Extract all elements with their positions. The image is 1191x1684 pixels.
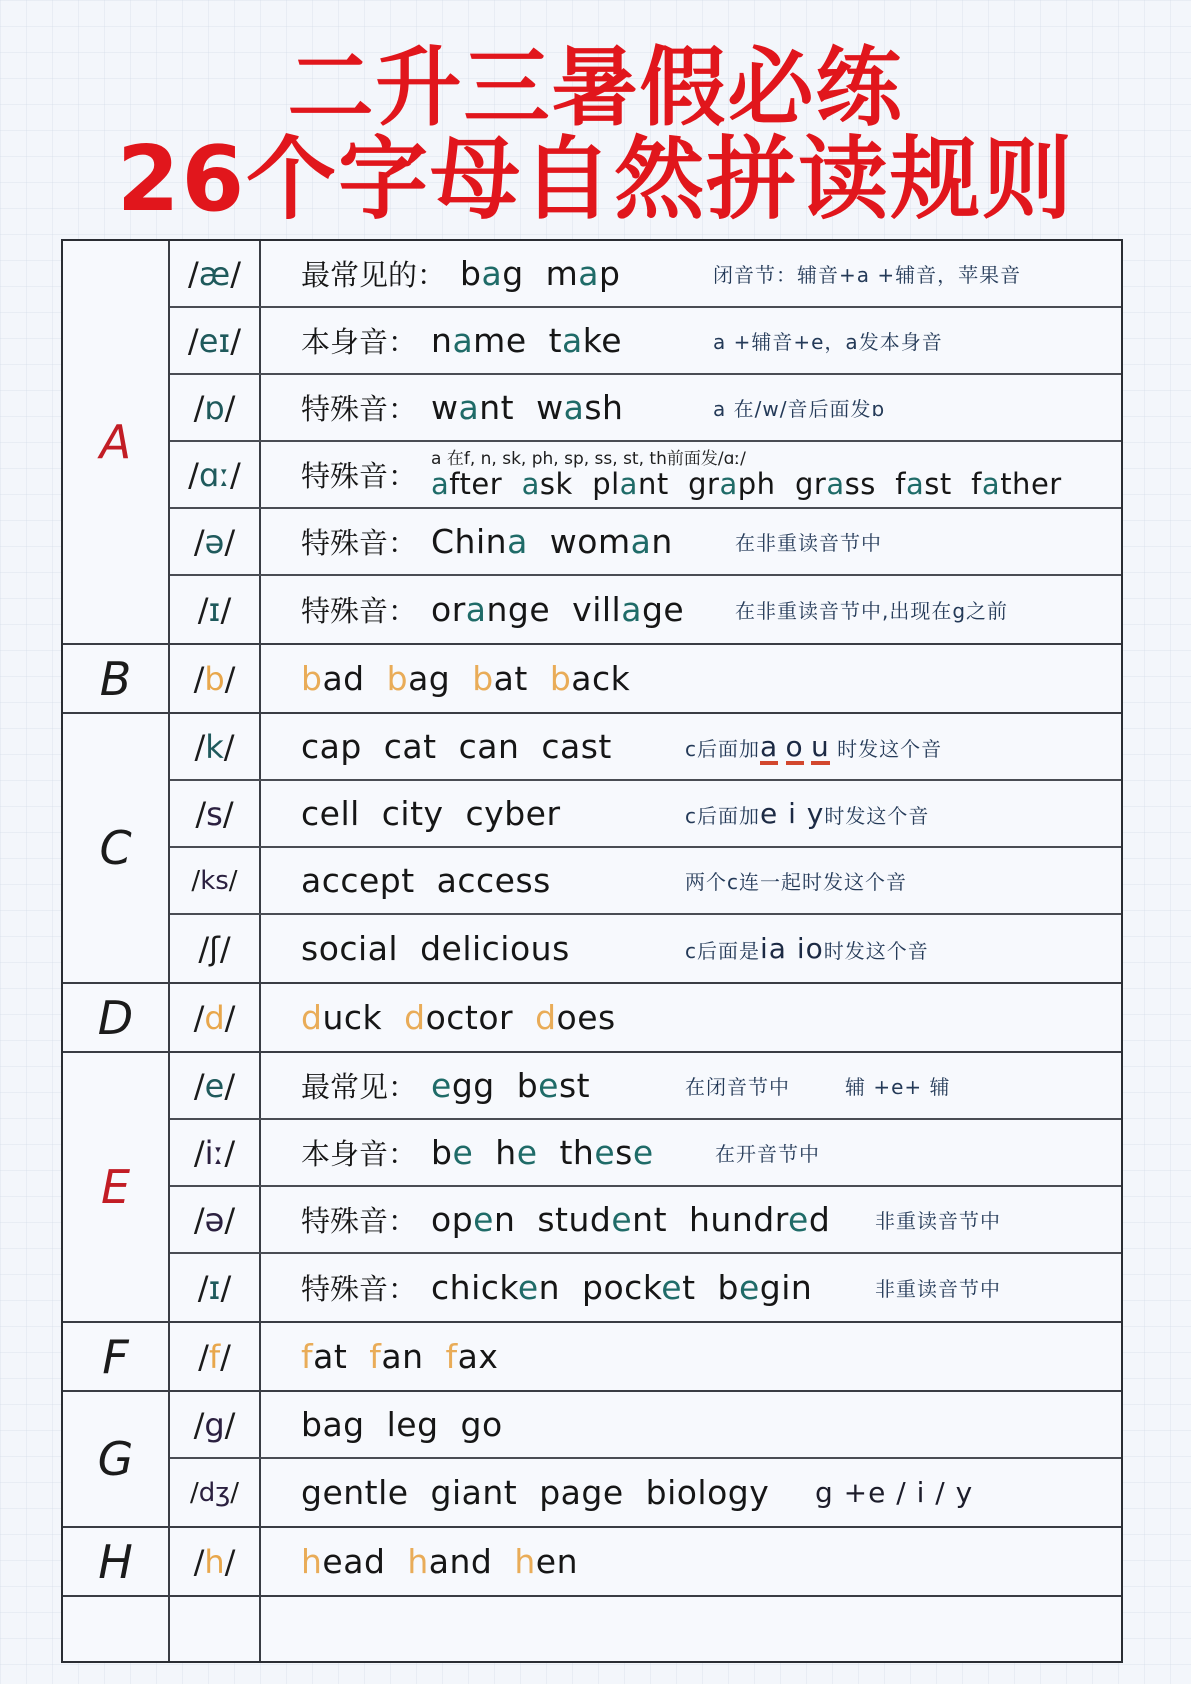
example-words: orange village (431, 590, 685, 629)
table-row (170, 984, 1121, 1051)
table-row (170, 1120, 1121, 1187)
letter-cell: G (63, 1392, 170, 1526)
ipa-cell: / æ / (170, 241, 261, 306)
row-label: 特殊音： (301, 392, 418, 426)
table-row (170, 442, 1121, 509)
table-row (170, 781, 1121, 848)
table-row (170, 241, 1121, 308)
rule-note: a 在f, n, sk, ph, sp, ss, st, th前面发/ɑː/ (431, 448, 746, 469)
table-row (170, 645, 1121, 712)
example-words: open student hundred (431, 1200, 831, 1239)
rule-formula: 辅 +e+ 辅 (845, 1075, 951, 1099)
row-label: 最常见： (301, 1070, 418, 1104)
ipa-cell: / d / (170, 984, 261, 1051)
ipa-cell: / k / (170, 714, 261, 779)
example-words: China woman (431, 522, 673, 561)
rule-note: c后面加e i y时发这个音 (685, 797, 930, 830)
row-label: 特殊音： (301, 459, 418, 493)
table-row (170, 1459, 1121, 1526)
example-words: want wash (431, 388, 624, 427)
row-label: 特殊音： (301, 1272, 418, 1306)
ipa-cell: / g / (170, 1392, 261, 1457)
example-words: name take (431, 321, 623, 360)
ipa-cell: / ks / (170, 848, 261, 913)
ipa-cell: / b / (170, 645, 261, 712)
rule-note: 在开音节中 (715, 1142, 820, 1166)
rule-note: 非重读音节中 (875, 1209, 1001, 1233)
table-row (170, 375, 1121, 442)
ipa-cell: / ɑː / (170, 442, 261, 507)
row-label: 特殊音： (301, 594, 418, 628)
letter-cell: C (63, 714, 170, 982)
example-words: head hand hen (301, 1542, 579, 1581)
ipa-cell: / eɪ / (170, 308, 261, 373)
group-b (63, 645, 1121, 714)
letter-cell: E (63, 1053, 170, 1321)
ipa-cell: / s / (170, 781, 261, 846)
page-title-line1: 二升三暑假必练 (287, 38, 904, 138)
table-row (170, 714, 1121, 781)
table-row (170, 848, 1121, 915)
letter-cell: A (63, 241, 170, 643)
ipa-cell: / ɒ / (170, 375, 261, 440)
table-row (170, 308, 1121, 375)
example-words: accept access (301, 861, 551, 900)
row-label: 本身音： (301, 325, 418, 359)
rule-note: 闭音节：辅音+a +辅音，苹果音 (713, 263, 1022, 287)
rule-note: 两个c连一起时发这个音 (685, 870, 907, 894)
group-c (63, 714, 1121, 984)
row-label: 本身音： (301, 1137, 418, 1171)
table-row (170, 1254, 1121, 1321)
example-words: cap cat can cast (301, 727, 612, 766)
table-row (170, 509, 1121, 576)
phonics-table (61, 239, 1123, 1663)
rule-note: c后面是ia io时发这个音 (685, 932, 929, 965)
table-row (170, 915, 1121, 982)
group-h (63, 1528, 1121, 1597)
example-words: bag map (460, 254, 621, 293)
example-words: egg best (431, 1066, 591, 1105)
letter-cell-empty (63, 1597, 170, 1661)
ipa-cell: / dʒ / (170, 1459, 261, 1526)
rule-note: 在非重读音节中,出现在g之前 (735, 599, 1009, 623)
ipa-cell: / ɪ / (170, 576, 261, 643)
table-row (170, 1323, 1121, 1390)
ipa-cell-empty (170, 1597, 261, 1661)
example-words: chicken pocket begin (431, 1268, 813, 1307)
ipa-cell: / ɪ / (170, 1254, 261, 1321)
ipa-cell: / f / (170, 1323, 261, 1390)
table-row (170, 1187, 1121, 1254)
group-g (63, 1392, 1121, 1528)
group-d (63, 984, 1121, 1053)
rule-note: 非重读音节中 (875, 1277, 1001, 1301)
ipa-cell: / e / (170, 1053, 261, 1118)
example-words: bag leg go (301, 1405, 503, 1444)
empty-row (63, 1597, 1121, 1661)
row-label: 特殊音： (301, 526, 418, 560)
example-words: fat fan fax (301, 1337, 499, 1376)
table-row (170, 576, 1121, 643)
example-words: after ask plant graph grass fast father (431, 466, 1062, 501)
row-label: 最常见的： (301, 258, 447, 292)
ipa-cell: / ʃ / (170, 915, 261, 982)
example-words: social delicious (301, 929, 570, 968)
example-words: be he these (431, 1133, 654, 1172)
ipa-cell: / h / (170, 1528, 261, 1595)
letter-cell: F (63, 1323, 170, 1390)
rule-note: 在闭音节中 (685, 1075, 790, 1099)
table-row (170, 1392, 1121, 1459)
letter-cell: D (63, 984, 170, 1051)
ipa-cell: / ə / (170, 1187, 261, 1252)
table-row (170, 1528, 1121, 1595)
row-label: 特殊音： (301, 1204, 418, 1238)
ipa-cell: / ə / (170, 509, 261, 574)
content-cell-empty (261, 1597, 1121, 1661)
page-title-line2: 26个字母自然拼读规则 (116, 127, 1075, 232)
table-row-empty (170, 1597, 1121, 1661)
table-row (170, 1053, 1121, 1120)
example-words: gentle giant page biology (301, 1473, 770, 1512)
rule-note: a 在/w/音后面发ɒ (713, 397, 886, 421)
group-e (63, 1053, 1121, 1323)
letter-cell: H (63, 1528, 170, 1595)
group-a (63, 241, 1121, 645)
example-words: duck doctor does (301, 998, 616, 1037)
rule-note: g +e / i / y (815, 1476, 974, 1509)
example-words: cell city cyber (301, 794, 561, 833)
rule-note: a +辅音+e，a发本身音 (713, 330, 943, 354)
ipa-cell: / iː / (170, 1120, 261, 1185)
letter-cell: B (63, 645, 170, 712)
rule-note: 在非重读音节中 (735, 531, 882, 555)
rule-note: c后面加a o u 时发这个音 (685, 730, 943, 763)
group-f (63, 1323, 1121, 1392)
example-words: bad bag bat back (301, 659, 631, 698)
